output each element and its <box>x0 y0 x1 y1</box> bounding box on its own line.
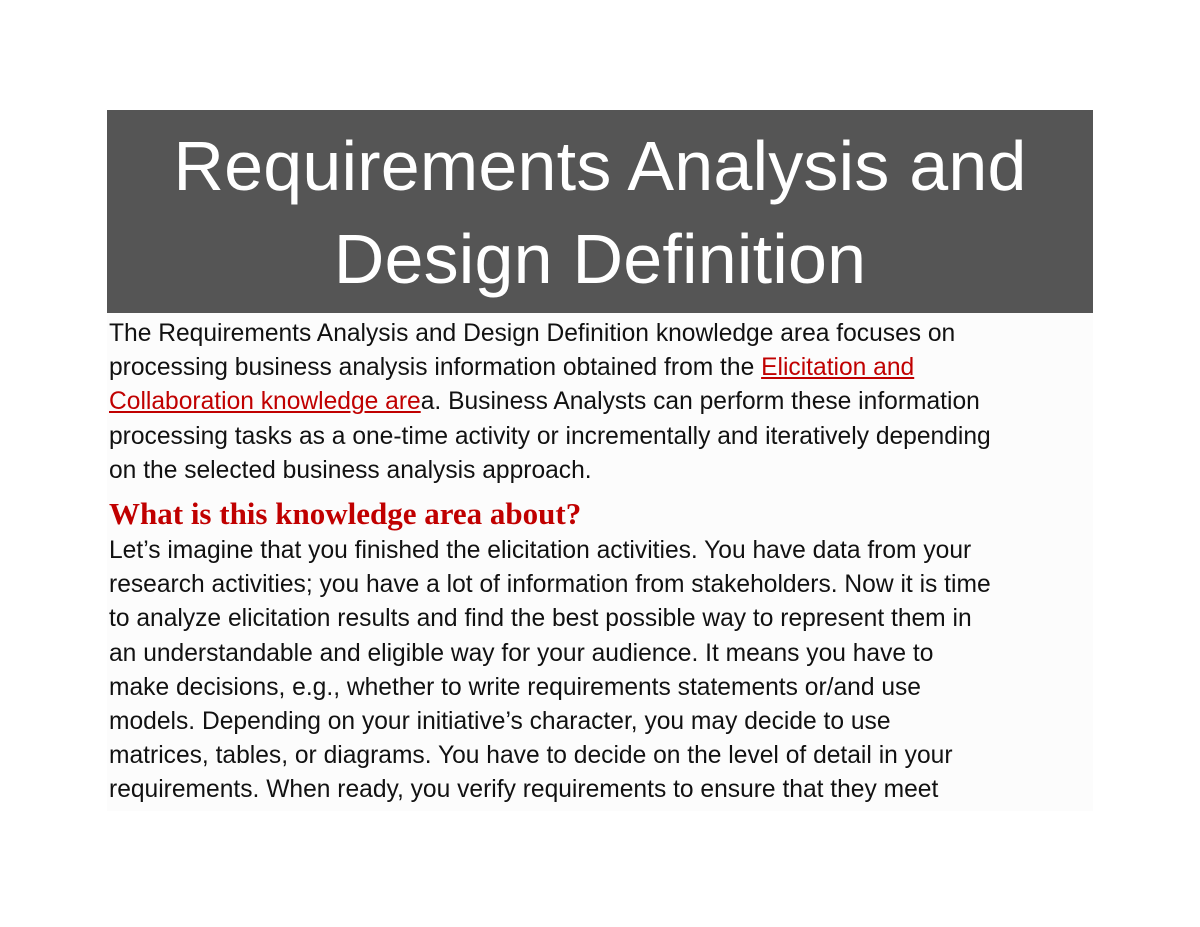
intro-line-1: The Requirements Analysis and Design Definition knowledge area focuses on <box>109 320 956 347</box>
intro-line-4: processing tasks as a one-time activity or incrementally and iteratively depending <box>109 422 991 450</box>
intro-line-5: on the selected business analysis approach. <box>109 456 592 484</box>
page-title-line-1: Requirements Analysis and <box>173 127 1027 205</box>
section-paragraph <box>109 534 1093 808</box>
section-line-8: requirements. When ready, you verify requirements to ensure that they meet <box>109 776 939 804</box>
intro-line-3-text: a. Business Analysts can perform these information <box>420 388 980 416</box>
section-line-6: models. Depending on your initiative’s character, you may decide to use <box>109 708 891 736</box>
section-line-1: Let’s imagine that you finished the elicitation activities. You have data from your <box>109 537 972 565</box>
intro-paragraph <box>109 317 1093 488</box>
intro-line-2-text: processing business analysis information obtained from the <box>109 354 762 382</box>
content-body <box>107 313 1093 811</box>
section-line-5: make decisions, e.g., whether to write requirements statements or/and use <box>109 673 921 701</box>
section-heading: What is this knowledge area about? <box>109 496 582 532</box>
section-line-2: research activities; you have a lot of information from stakeholders. Now it is time <box>109 571 991 599</box>
elicitation-link-part-2[interactable]: Collaboration knowledge are <box>109 388 421 416</box>
title-banner <box>107 110 1093 313</box>
intro-line-3 <box>109 385 1093 419</box>
elicitation-link-part-1[interactable]: Elicitation and <box>761 354 915 382</box>
section-line-7: matrices, tables, or diagrams. You have to decide on the level of detail in your <box>109 742 953 770</box>
page-title-line-2: Design Definition <box>333 220 867 298</box>
section-line-4: an understandable and eligible way for your audience. It means you have to <box>109 639 934 667</box>
intro-line-2 <box>109 351 1093 385</box>
section-line-3: to analyze elicitation results and find the best possible way to represent them in <box>109 605 972 633</box>
